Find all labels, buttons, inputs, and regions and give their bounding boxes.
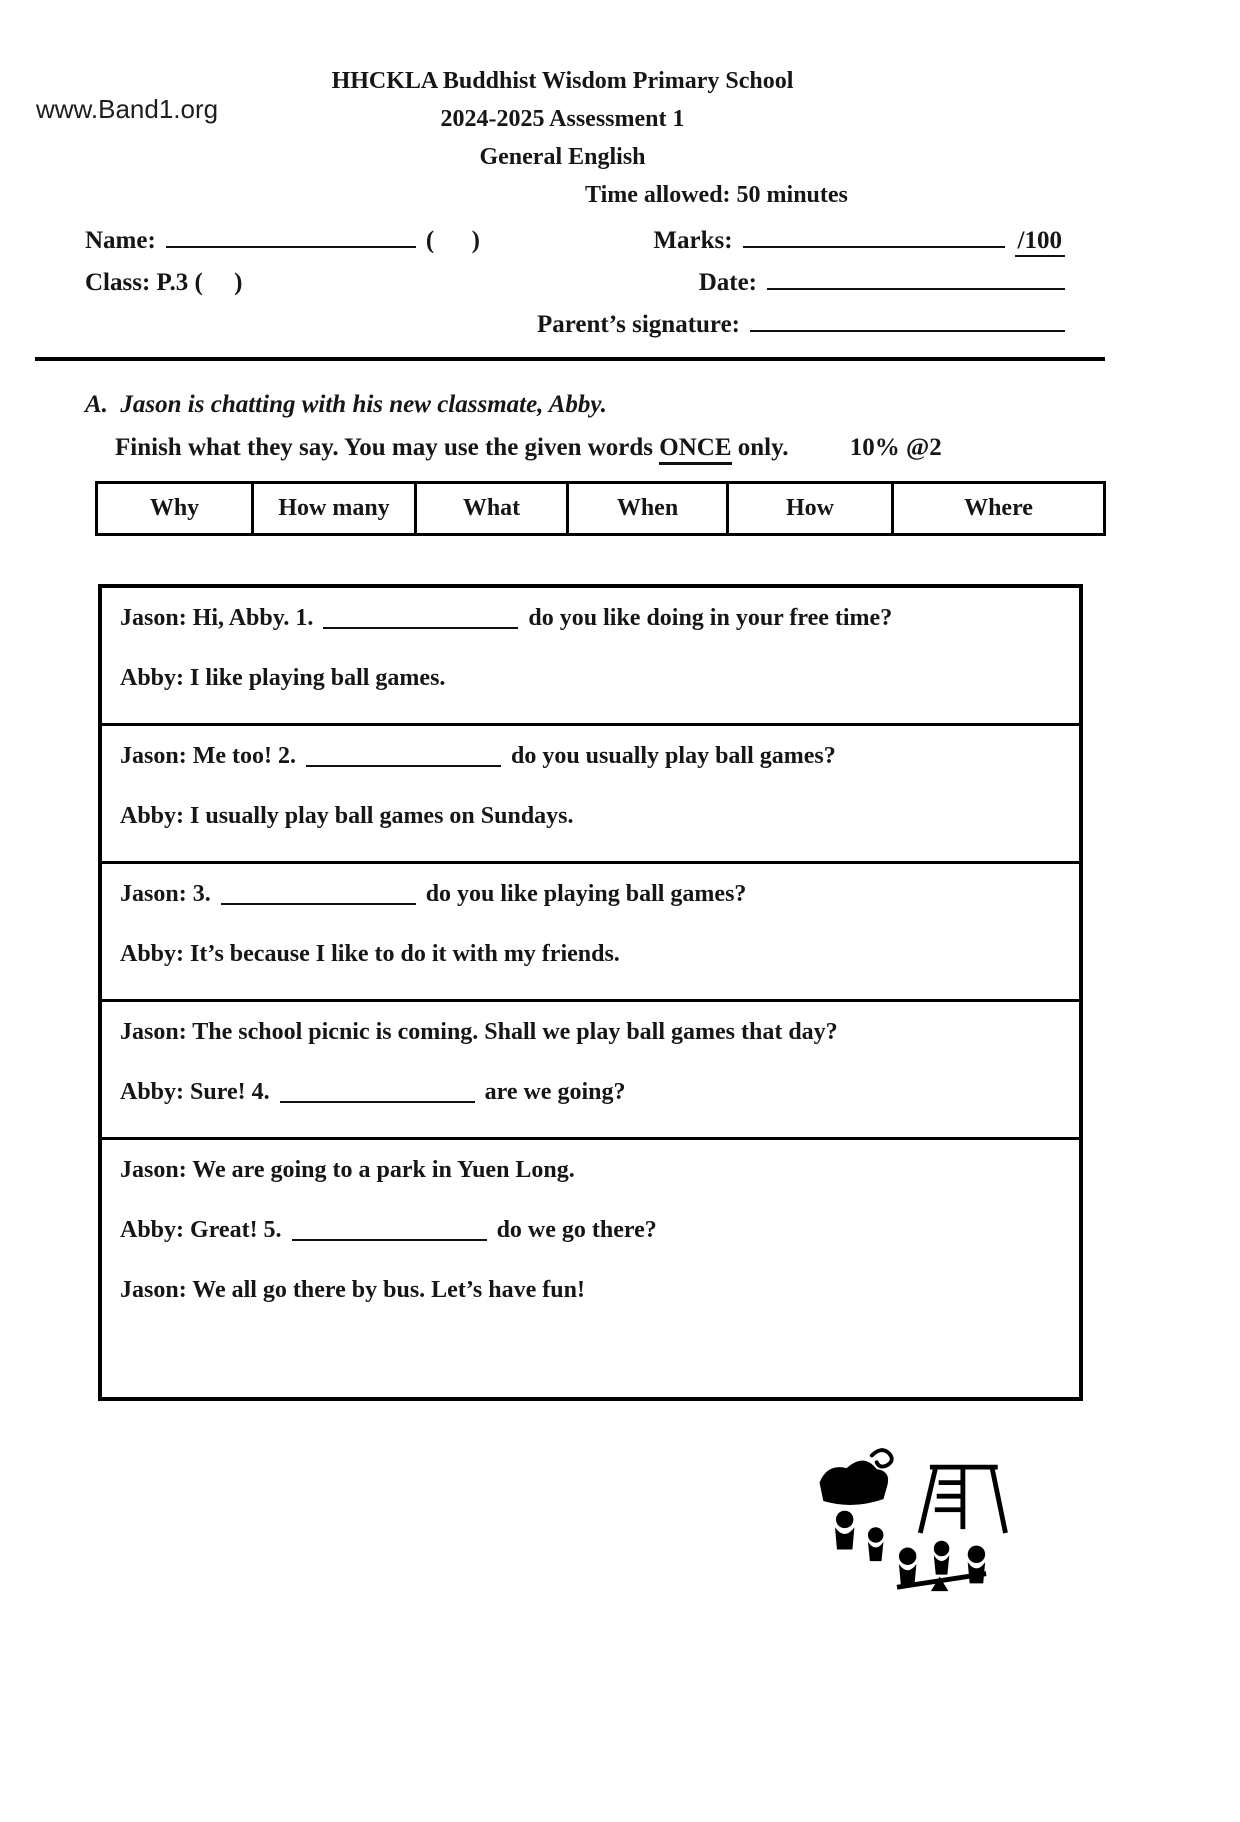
dialog-line: [120, 1215, 1059, 1246]
speaker-label: Abby:: [120, 665, 185, 691]
answer-blank-4: [280, 1083, 475, 1103]
date-blank-line: [767, 270, 1065, 290]
section-a-title: A. Jason is chatting with his new classmate, Abby.: [85, 391, 607, 418]
section-a-instruction: [115, 434, 1240, 462]
speaker-label: Jason:: [120, 1157, 187, 1183]
subject-title: General English: [479, 144, 646, 170]
word-bank-table: [95, 481, 1106, 536]
score-label: 10% @2: [849, 434, 942, 461]
watermark-text: www.Band1.org: [36, 94, 219, 124]
dialog-text: The school picnic is coming. Shall we play ball games that day?: [192, 1019, 838, 1045]
dialog-group-3: [102, 861, 1079, 970]
dialog-text: do you like playing ball games?: [425, 881, 747, 907]
word-bank-cell-how: How: [728, 483, 893, 535]
marks-total: /100: [1015, 227, 1065, 257]
speaker-label: Jason:: [120, 881, 187, 907]
speaker-label: Abby:: [120, 803, 185, 829]
marks-label: Marks:: [653, 227, 733, 254]
dialog-group-1: [102, 588, 1079, 694]
signature-blank-line: [750, 312, 1065, 332]
date-label: Date:: [698, 269, 757, 296]
info-row-2: [85, 269, 1065, 299]
section-divider-line: [35, 357, 1105, 361]
dialog-group-2: [102, 723, 1079, 832]
answer-blank-2: [306, 747, 501, 767]
dialog-group-4: [102, 999, 1079, 1108]
time-allowed: Time allowed: 50 minutes: [585, 182, 848, 208]
speaker-label: Abby:: [120, 941, 185, 967]
name-paren: ( ): [425, 227, 480, 254]
dialog-text: I usually play ball games on Sundays.: [190, 803, 574, 829]
word-bank-cell-where: Where: [893, 483, 1105, 535]
dialog-text: do you like doing in your free time?: [528, 605, 893, 631]
dialog-text: 3.: [192, 881, 211, 907]
word-bank-cell-when: When: [568, 483, 728, 535]
student-info-block: [85, 227, 1065, 341]
dialog-text: Sure! 4.: [190, 1079, 270, 1105]
dialog-text: We all go there by bus. Let’s have fun!: [192, 1277, 585, 1303]
speaker-label: Abby:: [120, 1079, 185, 1105]
info-row-1: [85, 227, 1065, 257]
answer-blank-5: [292, 1221, 487, 1241]
word-bank-cell-what: What: [416, 483, 568, 535]
speaker-label: Jason:: [120, 605, 187, 631]
dialog-line: [120, 1275, 1059, 1306]
instruction-text-end: only.: [737, 434, 789, 461]
scanned-exam-page: [0, 68, 1240, 1822]
dialog-line: [120, 879, 1059, 910]
word-bank-cell-why: Why: [97, 483, 253, 535]
name-blank-line: [166, 228, 416, 248]
dialog-box: [98, 584, 1083, 1401]
assessment-title: 2024-2025 Assessment 1: [440, 106, 685, 132]
dialog-text: Great! 5.: [190, 1217, 282, 1243]
paper-header: [0, 68, 1240, 209]
speaker-label: Abby:: [120, 1217, 185, 1243]
dialog-line: [120, 1155, 1059, 1186]
dialog-line: [120, 939, 1059, 970]
dialog-text: do we go there?: [496, 1217, 657, 1243]
dialog-line: [120, 1077, 1059, 1108]
info-row-3: [85, 311, 1065, 341]
dialog-line: [120, 1017, 1059, 1048]
dialog-line: [120, 801, 1059, 832]
dialog-group-5: [102, 1137, 1079, 1397]
name-label: Name:: [85, 227, 156, 254]
dialog-line: [120, 603, 1059, 634]
speaker-label: Jason:: [120, 1277, 187, 1303]
dialog-line: [120, 741, 1059, 772]
class-label: Class: P.3 ( ): [85, 269, 243, 296]
dialog-text: It’s because I like to do it with my friends.: [190, 941, 620, 967]
instruction-keyword-once: ONCE: [659, 434, 731, 465]
speaker-label: Jason:: [120, 743, 187, 769]
signature-label: Parent’s signature:: [537, 311, 740, 338]
answer-blank-1: [323, 609, 518, 629]
speaker-label: Jason:: [120, 1019, 187, 1045]
dialog-line: [120, 663, 1059, 694]
instruction-text: Finish what they say. You may use the given words: [115, 434, 654, 461]
children-playing-illustration: [815, 1440, 1010, 1595]
dialog-text: We are going to a park in Yuen Long.: [192, 1157, 575, 1183]
dialog-text: are we going?: [484, 1079, 626, 1105]
dialog-text: I like playing ball games.: [190, 665, 446, 691]
marks-blank-line: [743, 228, 1005, 248]
dialog-text: Me too! 2.: [192, 743, 296, 769]
word-bank-cell-how-many: How many: [253, 483, 416, 535]
dialog-text: Hi, Abby. 1.: [192, 605, 314, 631]
school-name: HHCKLA Buddhist Wisdom Primary School: [331, 68, 794, 94]
dialog-text: do you usually play ball games?: [510, 743, 836, 769]
answer-blank-3: [221, 885, 416, 905]
word-bank-row: [97, 483, 1105, 535]
